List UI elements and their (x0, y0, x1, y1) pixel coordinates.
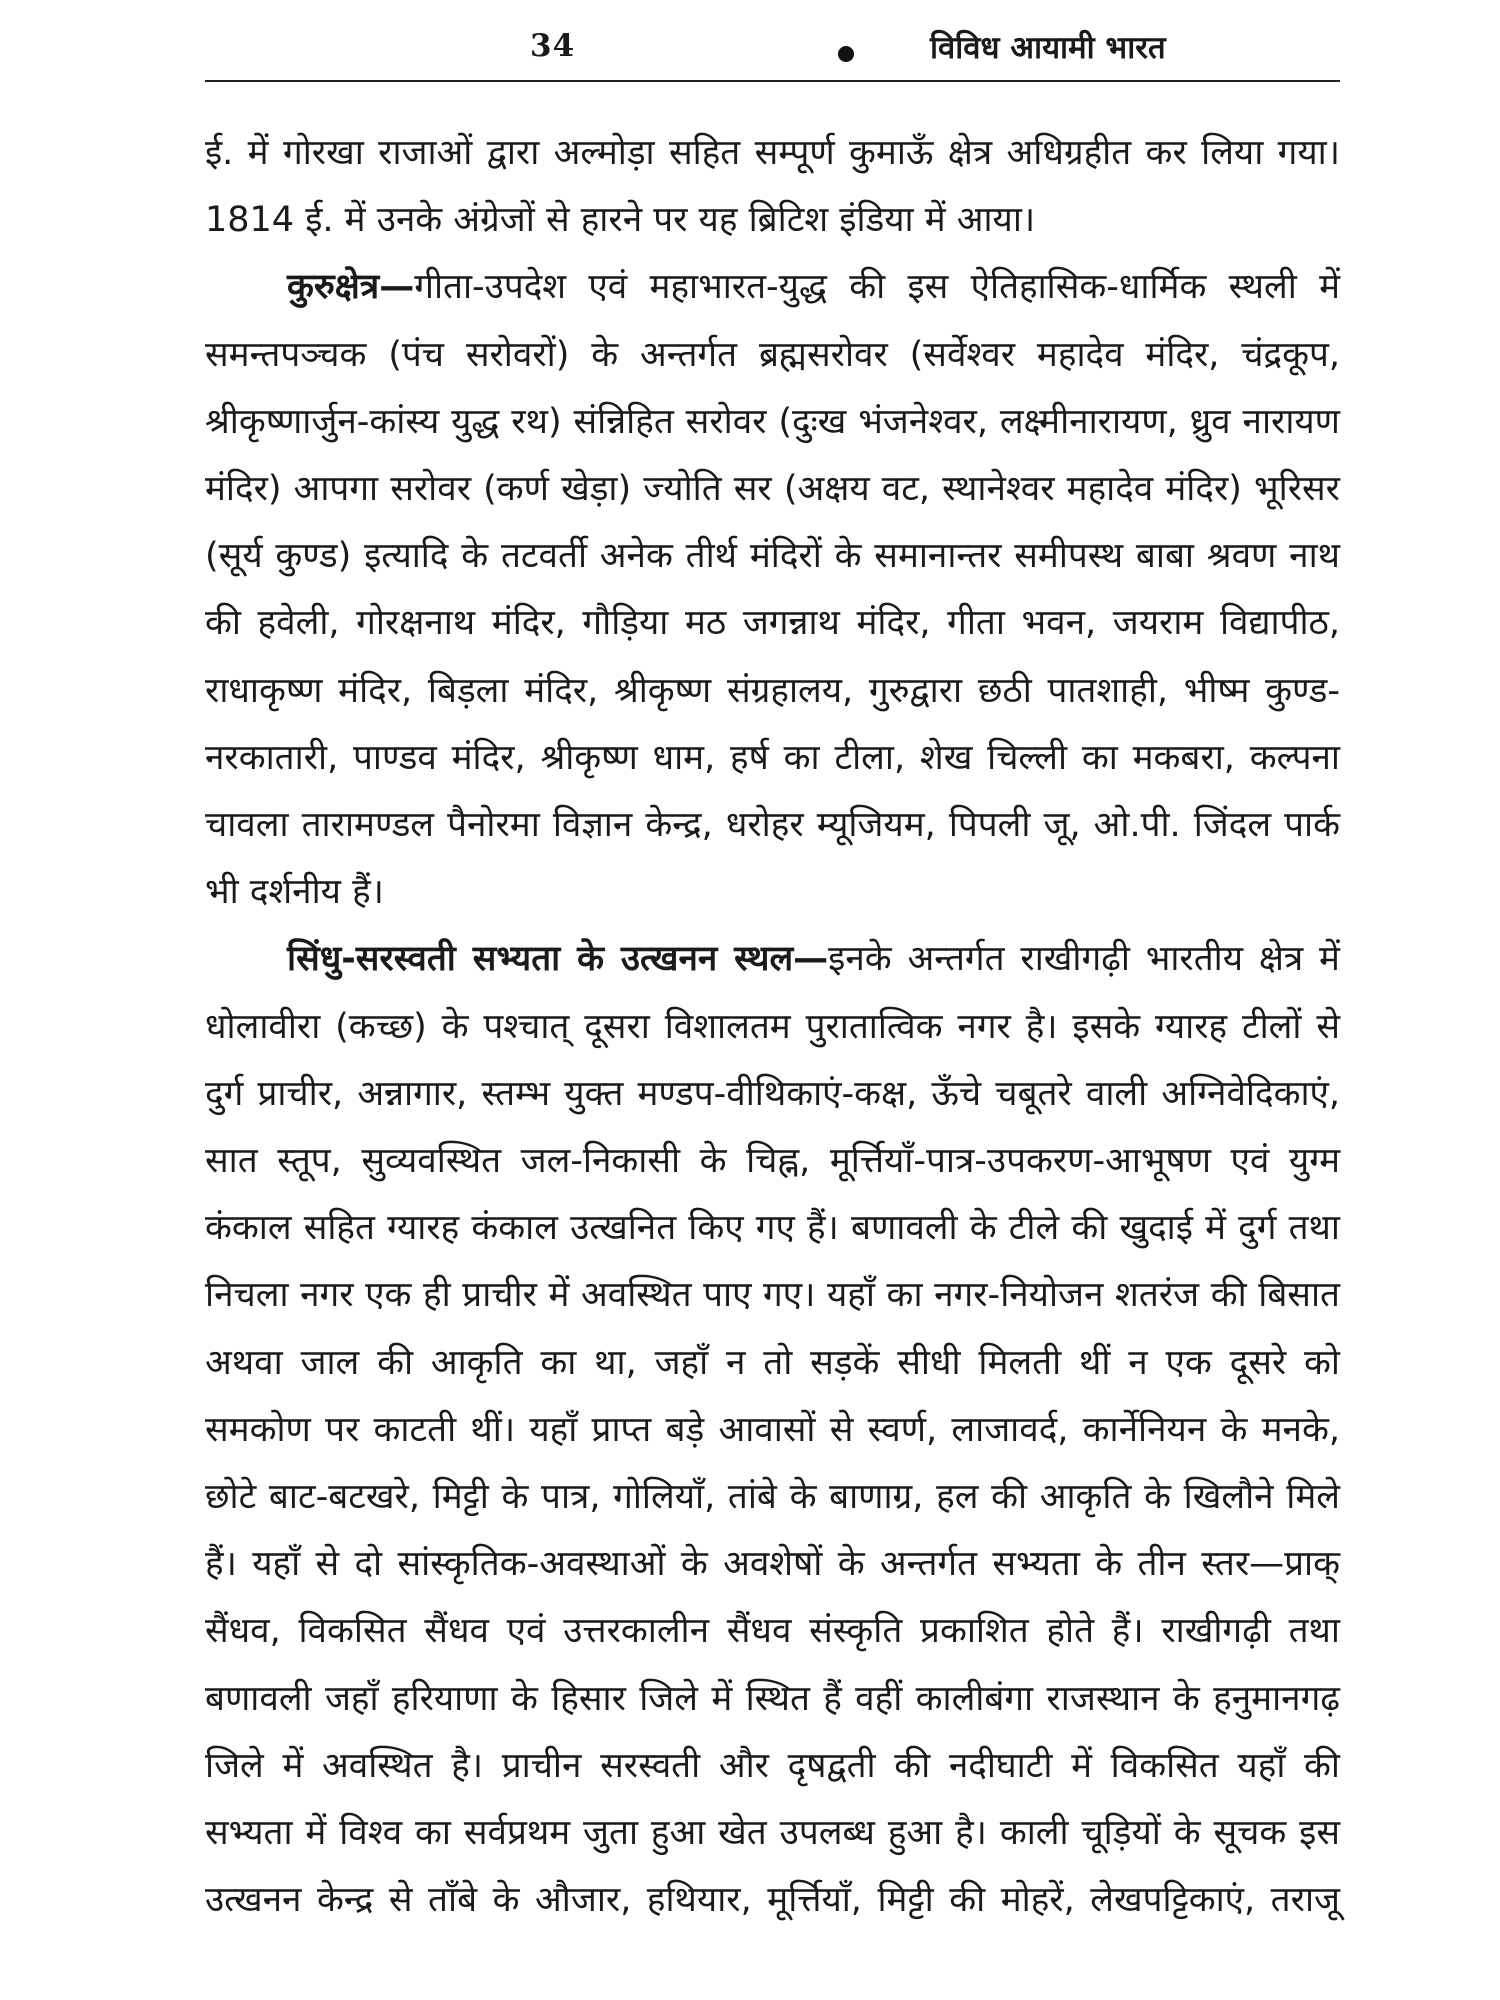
paragraph-heading: कुरुक्षेत्र— (287, 267, 415, 308)
page-header (205, 18, 1340, 82)
running-title: विविध आयामी भारत (930, 30, 1166, 66)
paragraph-text: गीता-उपदेश एवं महाभारत-युद्ध की इस ऐतिहासिक-धार्मिक स्थली में समन्तपञ्चक (पंच सरोवरों) के अन्तर्गत ब्रह्मसरोवर (सर्वेश्वर महादेव मंदिर, चंद्रकूप, श्रीकृष्णार्जुन-कांस्य युद्ध रथ) संन्निहित सरोवर (दुःख भंजनेश्वर, लक्ष्मीनारायण, ध्रुव नारायण मंदिर) आपगा सरोवर (कर्ण खेड़ा) ज्योति सर (अक्षय वट, स्थानेश्वर महादेव मंदिर) भूरिसर (सूर्य कुण्ड) इत्यादि के तटवर्ती अनेक तीर्थ मंदिरों के समानान्तर समीपस्थ बाबा श्रवण नाथ की हवेली, गोरक्षनाथ मंदिर, गौड़िया मठ जगन्नाथ मंदिर, गीता भवन, जयराम विद्यापीठ, राधाकृष्ण मंदिर, बिड़ला मंदिर, श्रीकृष्ण संग्रहालय, गुरुद्वारा छठी पातशाही, भीष्म कुण्ड-नरकातारी, पाण्डव मंदिर, श्रीकृष्ण धाम, हर्ष का टीला, शेख चिल्ली का मकबरा, कल्पना चावला तारामण्डल पैनोरमा विज्ञान केन्द्र, धरोहर म्यूजियम, पिपली जू, ओ.पी. जिंदल पार्क भी दर्शनीय हैं। (205, 267, 1340, 913)
paragraph-sindhu-saraswati (205, 926, 1340, 1934)
paragraph-heading: सिंधु-सरस्वती सभ्यता के उत्खनन स्थल— (287, 939, 829, 980)
paragraph-text: ई. में गोरखा राजाओं द्वारा अल्मोड़ा सहित सम्पूर्ण कुमाऊँ क्षेत्र अधिग्रहीत कर लिया गया। 1814 ई. में उनके अंग्रेजों से हारने पर यह ब्रिटिश इंडिया में आया। (205, 133, 1340, 241)
paragraph-kurukshetra (205, 254, 1340, 926)
paragraph-text: इनके अन्तर्गत राखीगढ़ी भारतीय क्षेत्र में धोलावीरा (कच्छ) के पश्चात् दूसरा विशालतम पुरातात्विक नगर है। इसके ग्यारह टीलों से दुर्ग प्राचीर, अन्नागार, स्तम्भ युक्त मण्डप-वीथिकाएं-कक्ष, ऊँचे चबूतरे वाली अग्निवेदिकाएं, सात स्तूप, सुव्यवस्थित जल-निकासी के चिह्न, मूर्त्तियाँ-पात्र-उपकरण-आभूषण एवं युग्म कंकाल सहित ग्यारह कंकाल उत्खनित किए गए हैं। बणावली के टीले की खुदाई में दुर्ग तथा निचला नगर एक ही प्राचीर में अवस्थित पाए गए। यहाँ का नगर-नियोजन शतरंज की बिसात अथवा जाल की आकृति का था, जहाँ न तो सड़कें सीधी मिलती थीं न एक दूसरे को समकोण पर काटती थीं। यहाँ प्राप्त बड़े आवासों से स्वर्ण, लाजावर्द, कार्नेनियन के मनके, छोटे बाट-बटखरे, मिट्टी के पात्र, गोलियाँ, तांबे के बाणाग्र, हल की आकृति के खिलौने मिले हैं। यहाँ से दो सांस्कृतिक-अवस्थाओं के अवशेषों के अन्तर्गत सभ्यता के तीन स्तर—प्राक् सैंधव, विकसित सैंधव एवं उत्तरकालीन सैंधव संस्कृति प्रकाशित होते हैं। राखीगढ़ी तथा बणावली जहाँ हरियाणा के हिसार जिले में स्थित हैं वहीं कालीबंगा राजस्थान के हनुमानगढ़ जिले में अवस्थित है। प्राचीन सरस्वती और दृषद्वती की नदीघाटी में विकसित यहाँ की सभ्यता में विश्व का सर्वप्रथम जुता हुआ खेत उपलब्ध हुआ है। काली चूड़ियों के सूचक इस उत्खनन केन्द्र से ताँबे के औजार, हथियार, मूर्त्तियाँ, मिट्टी की मोहरें, लेखपट्टिकाएं, तराजू (205, 939, 1340, 1921)
paragraph-continuation (205, 120, 1340, 254)
bullet-dot-icon (838, 46, 854, 62)
page-body (205, 120, 1340, 1934)
page-number: 34 (530, 28, 576, 64)
